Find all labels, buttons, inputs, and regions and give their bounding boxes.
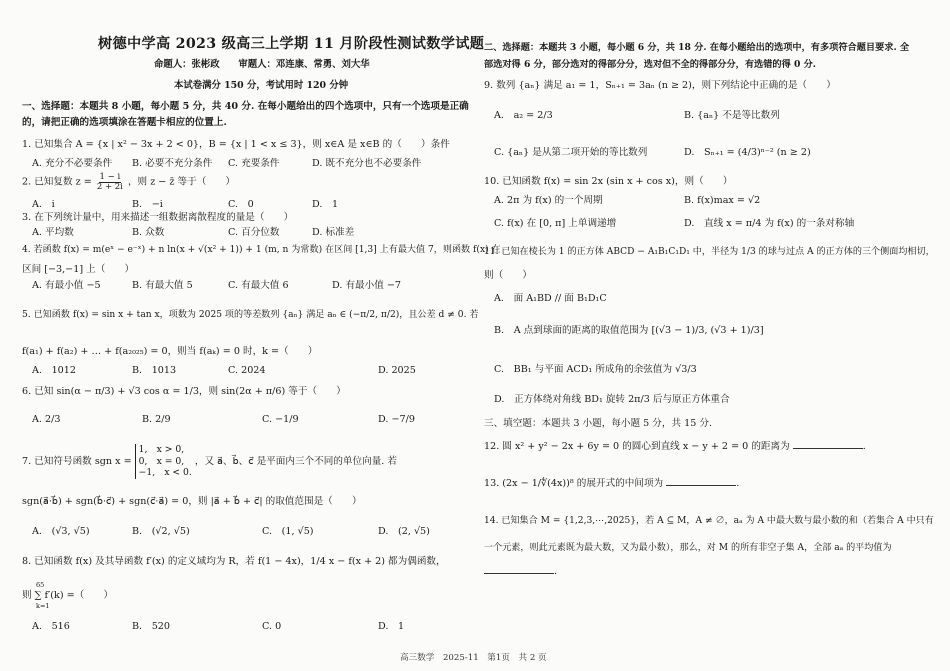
q2-stem-pre: 2. 已知复数 z = (22, 176, 92, 188)
exam-info: 本试卷满分 150 分，考试用时 120 分钟 (174, 80, 349, 91)
q7-stem-pre: 7. 已知符号函数 sgn x = (22, 455, 132, 467)
q4-stem-cont: 区间 [−3,−1] 上（ ） (22, 264, 135, 275)
q8-stem: 8. 已知函数 f(x) 及其导函数 f′(x) 的定义域均为 R，若 f(1 − 4x)，1/4 x − f(x + 2) 都为偶函数， (22, 556, 446, 567)
q3-option-b[interactable]: B. 众数 (132, 227, 165, 238)
q8-stem-sum: 则 ∑ f′(k) =（ ） (22, 590, 114, 601)
section2-heading: 二、选择题：本题共 3 小题，每小题 6 分，共 18 分. 在每小题给出的选项中，有多项符合题目要求. 全 (484, 42, 910, 53)
section3-heading: 三、填空题：本题共 3 小题，每小题 5 分，共 15 分. (484, 418, 713, 429)
q12-text: 12. 圆 x² + y² − 2x + 6y = 0 的圆心到直线 x − y + 2 = 0 的距离为 (484, 441, 790, 452)
q10-option-a[interactable]: A. 2π 为 f(x) 的一个周期 (494, 195, 603, 206)
q9-option-c[interactable]: C. {aₙ} 是从第二项开始的等比数列 (494, 147, 648, 158)
q7-case-1: 1, x > 0, (138, 444, 185, 455)
q7-stem (22, 444, 397, 479)
q5-option-d[interactable]: D. 2025 (378, 365, 416, 376)
q3-option-c[interactable]: C. 百分位数 (228, 227, 280, 238)
q8-option-d[interactable]: D. 1 (378, 621, 405, 632)
q6-stem: 6. 已知 sin(α − π/3) + √3 cos α = 1/3，则 sin(2α + π/6) 等于（ ） (22, 386, 346, 397)
q7-option-d[interactable]: D. (2, √5) (378, 526, 430, 537)
q5-option-c[interactable]: C. 2024 (228, 365, 266, 376)
q5-stem-cont: f(a₁) + f(a₂) + … + f(a₂₀₂₅) = 0，则当 f(aₖ) = 0 时，k =（ ） (22, 346, 318, 357)
q6-option-d[interactable]: D. −7/9 (378, 414, 415, 425)
q9-option-a[interactable]: A. a₂ = 2/3 (494, 110, 553, 121)
q12-stem: 12. 圆 x² + y² − 2x + 6y = 0 的圆心到直线 x − y + 2 = 0 的距离为 . (484, 441, 866, 452)
q13-answer-blank[interactable] (666, 485, 736, 486)
q5-stem: 5. 已知函数 f(x) = sin x + tan x，项数为 2025 项的等差数列 {aₙ} 满足 aₙ ∈ (−π/2, π/2)，且公差 d ≠ 0. 若 (22, 310, 479, 320)
q7-option-c[interactable]: C. (1, √5) (262, 526, 314, 537)
q14-stem: 14. 已知集合 M = {1,2,3,⋯,2025}，若 A ⊆ M，A ≠ ∅，aₐ 为 A 中最大数与最小数的和（若集合 A 中只有 (484, 516, 934, 526)
q6-option-a[interactable]: A. 2/3 (32, 414, 61, 425)
q1-option-c[interactable]: C. 充要条件 (228, 158, 280, 169)
q3-option-a[interactable]: A. 平均数 (32, 227, 74, 238)
q3-option-d[interactable]: D. 标准差 (312, 227, 355, 238)
q4-option-a[interactable]: A. 有最小值 −5 (32, 280, 101, 291)
q8-sum-upper: 65 (36, 581, 45, 589)
q5-option-b[interactable]: B. 1013 (132, 365, 177, 376)
q2-option-a[interactable]: A. i (32, 199, 55, 210)
q2-numerator: 1 − i (99, 172, 121, 182)
q7-option-b[interactable]: B. (√2, √5) (132, 526, 190, 537)
q8-sum-lower: k=1 (36, 602, 50, 610)
q2-denominator: 2 + 2i (96, 181, 123, 192)
q3-stem: 3. 在下列统计量中，用来描述一组数据离散程度的量是（ ） (22, 212, 294, 223)
q13-text: 13. (2x − 1/∜(4x))⁸ 的展开式的中间项为 (484, 478, 664, 489)
q1-option-a[interactable]: A. 充分不必要条件 (32, 158, 113, 169)
q11-option-a[interactable]: A. 面 A₁BD // 面 B₁D₁C (494, 293, 607, 304)
q6-option-c[interactable]: C. −1/9 (262, 414, 299, 425)
q4-stem: 4. 若函数 f(x) = m(eˣ − e⁻ˣ) + n ln(x + √(x² + 1)) + 1 (m, n 为常数) 在区间 [1,3] 上有最大值 7，则函数 f(x) 在 (22, 245, 501, 255)
q12-answer-blank[interactable] (793, 448, 863, 449)
q6-option-b[interactable]: B. 2/9 (142, 414, 171, 425)
page-footer: 高三数学 2025-11 第1页 共 2 页 (400, 653, 547, 663)
q5-option-a[interactable]: A. 1012 (32, 365, 76, 376)
q10-option-d[interactable]: D. 直线 x = π/4 为 f(x) 的一条对称轴 (684, 218, 855, 229)
q14-answer: . (484, 566, 557, 577)
q8-option-a[interactable]: A. 516 (32, 621, 70, 632)
q11-stem-cont: 则（ ） (484, 270, 532, 281)
q8-option-b[interactable]: B. 520 (132, 621, 171, 632)
q1-option-d[interactable]: D. 既不充分也不必要条件 (312, 158, 422, 169)
q8-stem-cont (22, 590, 113, 601)
section1-heading-cont: 的，请把正确的选项填涂在答题卡相应的位置上. (22, 117, 227, 128)
q10-option-b[interactable]: B. f(x)max = √2 (684, 195, 761, 206)
q2-option-c[interactable]: C. 0 (228, 199, 254, 210)
q10-stem: 10. 已知函数 f(x) = sin 2x (sin x + cos x)，则（ ） (484, 176, 733, 187)
q4-option-c[interactable]: C. 有最大值 6 (228, 280, 289, 291)
q11-option-c[interactable]: C. BB₁ 与平面 ACD₁ 所成角的余弦值为 √3/3 (494, 364, 697, 375)
q9-option-b[interactable]: B. {aₙ} 不是等比数列 (684, 110, 780, 121)
q14-stem-cont: 一个元素，则此元素既为最大数，又为最小数），那么，对 M 的所有非空子集 A，全部 aₐ 的平均值为 (484, 543, 892, 553)
q1-option-b[interactable]: B. 必要不充分条件 (132, 158, 213, 169)
q11-option-b[interactable]: B. A 点到球面的距离的取值范围为 [(√3 − 1)/3, (√3 + 1)/3] (494, 325, 764, 336)
q11-option-d[interactable]: D. 正方体绕对角线 BD₁ 旋转 2π/3 后与原正方体重合 (494, 394, 730, 405)
authors-line: 命题人：张彬政 审题人：邓连康、常勇、刘大华 (154, 59, 370, 70)
q7-cases (135, 444, 192, 479)
q14-answer-blank[interactable] (484, 573, 554, 574)
q8-option-c[interactable]: C. 0 (262, 621, 282, 632)
q9-option-d[interactable]: D. Sₙ₊₁ = (4/3)ⁿ⁻² (n ≥ 2) (684, 147, 811, 158)
page-title: 树德中学高 2023 级高三上学期 11 月阶段性测试数学试题 (98, 36, 485, 52)
q1-stem: 1. 已知集合 A = {x | x² − 3x + 2 < 0}，B = {x | 1 < x ≤ 3}，则 x∈A 是 x∈B 的（ ）条件 (22, 139, 450, 150)
q7-stem-post: ，又 a⃗、b⃗、c⃗ 是平面内三个不同的单位向量. 若 (194, 455, 398, 467)
section1-heading: 一、选择题：本题共 8 小题，每小题 5 分，共 40 分. 在每小题给出的四个选项中，只有一个选项是正确 (22, 101, 469, 112)
q2-option-b[interactable]: B. −i (132, 199, 163, 210)
q2-stem (22, 173, 235, 191)
q2-stem-post: ，则 z − z̄ 等于（ ） (127, 176, 236, 188)
q4-option-d[interactable]: D. 有最小值 −7 (332, 280, 402, 291)
q9-stem: 9. 数列 {aₙ} 满足 a₁ = 1，Sₙ₊₁ = 3aₙ (n ≥ 2)，则下列结论中正确的是（ ） (484, 80, 836, 91)
q7-case-2: 0, x = 0, (138, 455, 185, 467)
q11-stem: 11. 已知在棱长为 1 的正方体 ABCD − A₁B₁C₁D₁ 中，半径为 1/3 的球与过点 A 的正方体的三个侧面均相切， (484, 247, 935, 257)
q7-option-a[interactable]: A. (√3, √5) (32, 526, 90, 537)
section2-heading-cont: 部选对得 6 分，部分选对的得部分分，选对但不全的得部分分，有选错的得 0 分. (484, 59, 816, 70)
q10-option-c[interactable]: C. f(x) 在 [0, π] 上单调递增 (494, 218, 617, 229)
q2-fraction (96, 173, 124, 191)
q7-case-3: −1, x < 0. (138, 467, 192, 478)
q7-stem-cont: sgn(a⃗·b⃗) + sgn(b⃗·c⃗) + sgn(c⃗·a⃗) = 0，则 |a⃗ + b⃗ + c⃗| 的取值范围是（ ） (22, 496, 362, 507)
q13-stem: 13. (2x − 1/∜(4x))⁸ 的展开式的中间项为 . (484, 478, 740, 489)
q4-option-b[interactable]: B. 有最大值 5 (132, 280, 193, 291)
q2-option-d[interactable]: D. 1 (312, 199, 339, 210)
